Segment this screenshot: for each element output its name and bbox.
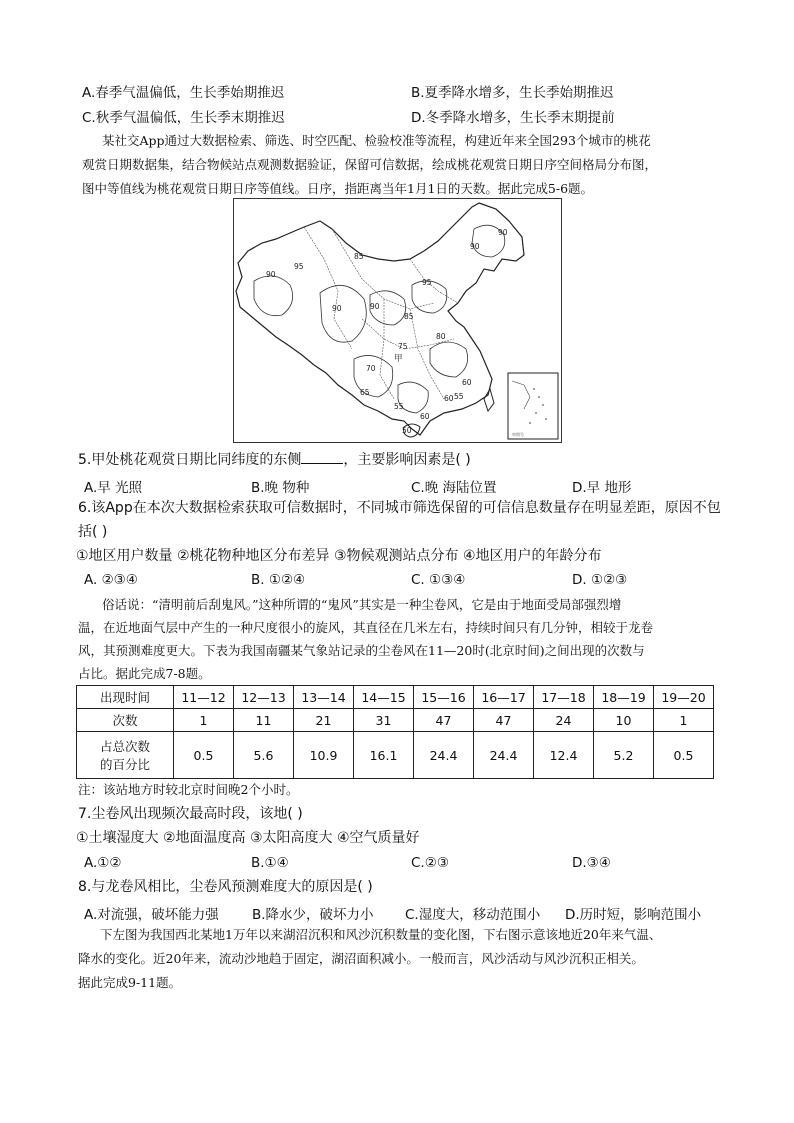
q5-stem-b: ，主要影响因素是( ) — [343, 452, 471, 468]
table-cell: 16.1 — [354, 732, 414, 779]
q8-option-c[interactable]: C.湿度大，移动范围小 — [405, 907, 541, 923]
table-cell: 31 — [354, 709, 414, 732]
map-label: 55 — [394, 402, 404, 411]
q8-stem: 8.与龙卷风相比，尘卷风预测难度大的原因是( ) — [78, 879, 373, 895]
q7-option-c[interactable]: C.②③ — [411, 855, 449, 871]
table-cell: 5.6 — [234, 732, 294, 779]
q6-items: ①地区用户数量 ②桃花物种地区分布差异 ③物候观测站点分布 ④地区用户的年龄分布 — [76, 548, 602, 564]
map-label: 90 — [332, 304, 342, 313]
peach-blossom-map — [233, 198, 562, 443]
intro-9-11-line-1: 下左图为我国西北某地1万年以来湖沼沉积和风沙沉积数量的变化图，下右图示意该地近20年来气温、 — [100, 927, 662, 942]
q7-items: ①土壤湿度大 ②地面温度高 ③太阳高度大 ④空气质量好 — [76, 830, 420, 846]
map-label: 95 — [294, 262, 304, 271]
table-cell: 5.2 — [594, 732, 654, 779]
table-cell: 16—17 — [474, 686, 534, 709]
map-label: 60 — [462, 378, 472, 387]
table-cell: 12.4 — [534, 732, 594, 779]
q7-option-b[interactable]: B.①④ — [251, 855, 289, 871]
table-cell: 10.9 — [294, 732, 354, 779]
map-label: 75 — [398, 342, 408, 351]
dust-devil-table — [76, 685, 714, 779]
table-row-counts — [77, 709, 714, 732]
map-label: 90 — [370, 302, 380, 311]
q5-stem-a: 5.甲处桃花观赏日期比同纬度的东侧 — [78, 452, 302, 468]
table-cell: 12—13 — [234, 686, 294, 709]
table-cell: 14—15 — [354, 686, 414, 709]
table-cell: 0.5 — [654, 732, 714, 779]
q6-stem-line-1: 6.该App在本次大数据检索获取可信数据时，不同城市筛选保留的可信信息数量存在明显差距，原因不包 — [78, 500, 721, 516]
q6-option-d[interactable]: D. ①②③ — [572, 572, 628, 588]
map-label: 85 — [404, 312, 414, 321]
map-label: 60 — [444, 394, 454, 403]
q8-option-a[interactable]: A.对流强，破坏能力强 — [84, 907, 219, 923]
map-label-jia: 甲 — [394, 354, 403, 364]
table-cell: 18—19 — [594, 686, 654, 709]
map-label: 90 — [470, 242, 480, 251]
q4-option-b[interactable]: B.夏季降水增多，生长季始期推迟 — [411, 85, 614, 101]
q5-option-b[interactable]: B.晚 物种 — [251, 480, 310, 496]
q6-stem-line-2: 括( ) — [78, 524, 108, 540]
intro-7-8-line-2: 温，在近地面气层中产生的一种尺度很小的旋风，其直径在几米左右，持续时间只有几分钟，相较于龙卷 — [78, 620, 654, 635]
table-cell: 10 — [594, 709, 654, 732]
table-cell: 24 — [534, 709, 594, 732]
q7-option-a[interactable]: A.①② — [84, 855, 122, 871]
table-header-percent — [77, 732, 174, 779]
q7-option-d[interactable]: D.③④ — [572, 855, 611, 871]
q8-option-b[interactable]: B.降水少，破坏力小 — [252, 907, 374, 923]
map-label: 70 — [366, 364, 376, 373]
table-cell: 11 — [234, 709, 294, 732]
map-label: 65 — [360, 388, 370, 397]
intro-5-6-line-3: 图中等值线为桃花观赏日期日序等值线。日序，指距离当年1月1日的天数。据此完成5-6题。 — [82, 181, 594, 196]
q5-stem — [78, 451, 471, 469]
table-cell: 15—16 — [414, 686, 474, 709]
intro-9-11-line-3: 据此完成9-11题。 — [78, 975, 182, 990]
map-label: 60 — [420, 412, 430, 421]
q6-option-a[interactable]: A. ②③④ — [84, 572, 138, 588]
map-label: 55 — [454, 392, 464, 401]
q4-option-a[interactable]: A.春季气温偏低，生长季始期推迟 — [82, 85, 285, 101]
table-cell: 13—14 — [294, 686, 354, 709]
table-note: 注：该站地方时较北京时间晚2个小时。 — [78, 782, 299, 797]
table-header-time: 出现时间 — [77, 686, 174, 709]
q5-answer-blank[interactable] — [301, 451, 343, 464]
table-header-percent-line-2: 的百分比 — [99, 757, 150, 772]
map-legend-text: 审图号 — [512, 432, 524, 437]
china-outline — [236, 203, 524, 435]
map-label: 90 — [266, 270, 276, 279]
table-header-count: 次数 — [77, 709, 174, 732]
q5-option-c[interactable]: C.晚 海陆位置 — [411, 480, 497, 496]
intro-7-8-line-1: 俗话说：“清明前后刮鬼风。”这种所谓的“鬼风”其实是一种尘卷风，它是由于地面受局部强烈增 — [102, 597, 622, 612]
intro-5-6-line-2: 观赏日期数据集，结合物候站点观测数据验证，保留可信数据，绘成桃花观赏日期日序空间格局分布图， — [82, 157, 658, 172]
q6-option-c[interactable]: C. ①③④ — [411, 572, 466, 588]
table-cell: 24.4 — [414, 732, 474, 779]
table-cell: 1 — [654, 709, 714, 732]
q8-option-d[interactable]: D.历时短，影响范围小 — [565, 907, 702, 923]
q6-option-b[interactable]: B. ①②④ — [251, 572, 306, 588]
q4-option-d[interactable]: D.冬季降水增多，生长季末期提前 — [411, 110, 615, 126]
table-cell: 21 — [294, 709, 354, 732]
q5-option-a[interactable]: A.早 光照 — [84, 480, 143, 496]
china-isoline-map — [234, 199, 561, 442]
intro-7-8-line-3: 风，其预测难度更大。下表为我国南疆某气象站记录的尘卷风在11—20时(北京时间)之间出现的次数与 — [78, 643, 645, 658]
map-label: 80 — [436, 332, 446, 341]
table-row-percents — [77, 732, 714, 779]
table-cell: 11—12 — [174, 686, 234, 709]
table-cell: 19—20 — [654, 686, 714, 709]
intro-7-8-line-4: 占比。据此完成7-8题。 — [78, 666, 211, 681]
table-cell: 47 — [474, 709, 534, 732]
table-header-percent-line-1: 占总次数 — [99, 739, 150, 754]
table-cell: 0.5 — [174, 732, 234, 779]
intro-5-6-line-1: 某社交App通过大数据检索、筛选、时空匹配、检验校准等流程，构建近年来全国293个城市的桃花 — [102, 133, 651, 148]
map-label: 90 — [498, 228, 508, 237]
q5-option-d[interactable]: D.早 地形 — [572, 480, 632, 496]
table-cell: 1 — [174, 709, 234, 732]
map-label: 85 — [354, 252, 364, 261]
table-row-times — [77, 686, 714, 709]
table-cell: 17—18 — [534, 686, 594, 709]
map-label: 50 — [402, 426, 412, 435]
q4-option-c[interactable]: C.秋季气温偏低，生长季末期推迟 — [82, 110, 285, 126]
table-cell: 24.4 — [474, 732, 534, 779]
table-cell: 47 — [414, 709, 474, 732]
map-label: 95 — [422, 278, 432, 287]
q7-stem: 7.尘卷风出现频次最高时段，该地( ) — [78, 806, 303, 822]
intro-9-11-line-2: 降水的变化。近20年来，流动沙地趋于固定，湖沼面积减小。一般而言，风沙活动与风沙沉积正相关。 — [78, 951, 644, 966]
